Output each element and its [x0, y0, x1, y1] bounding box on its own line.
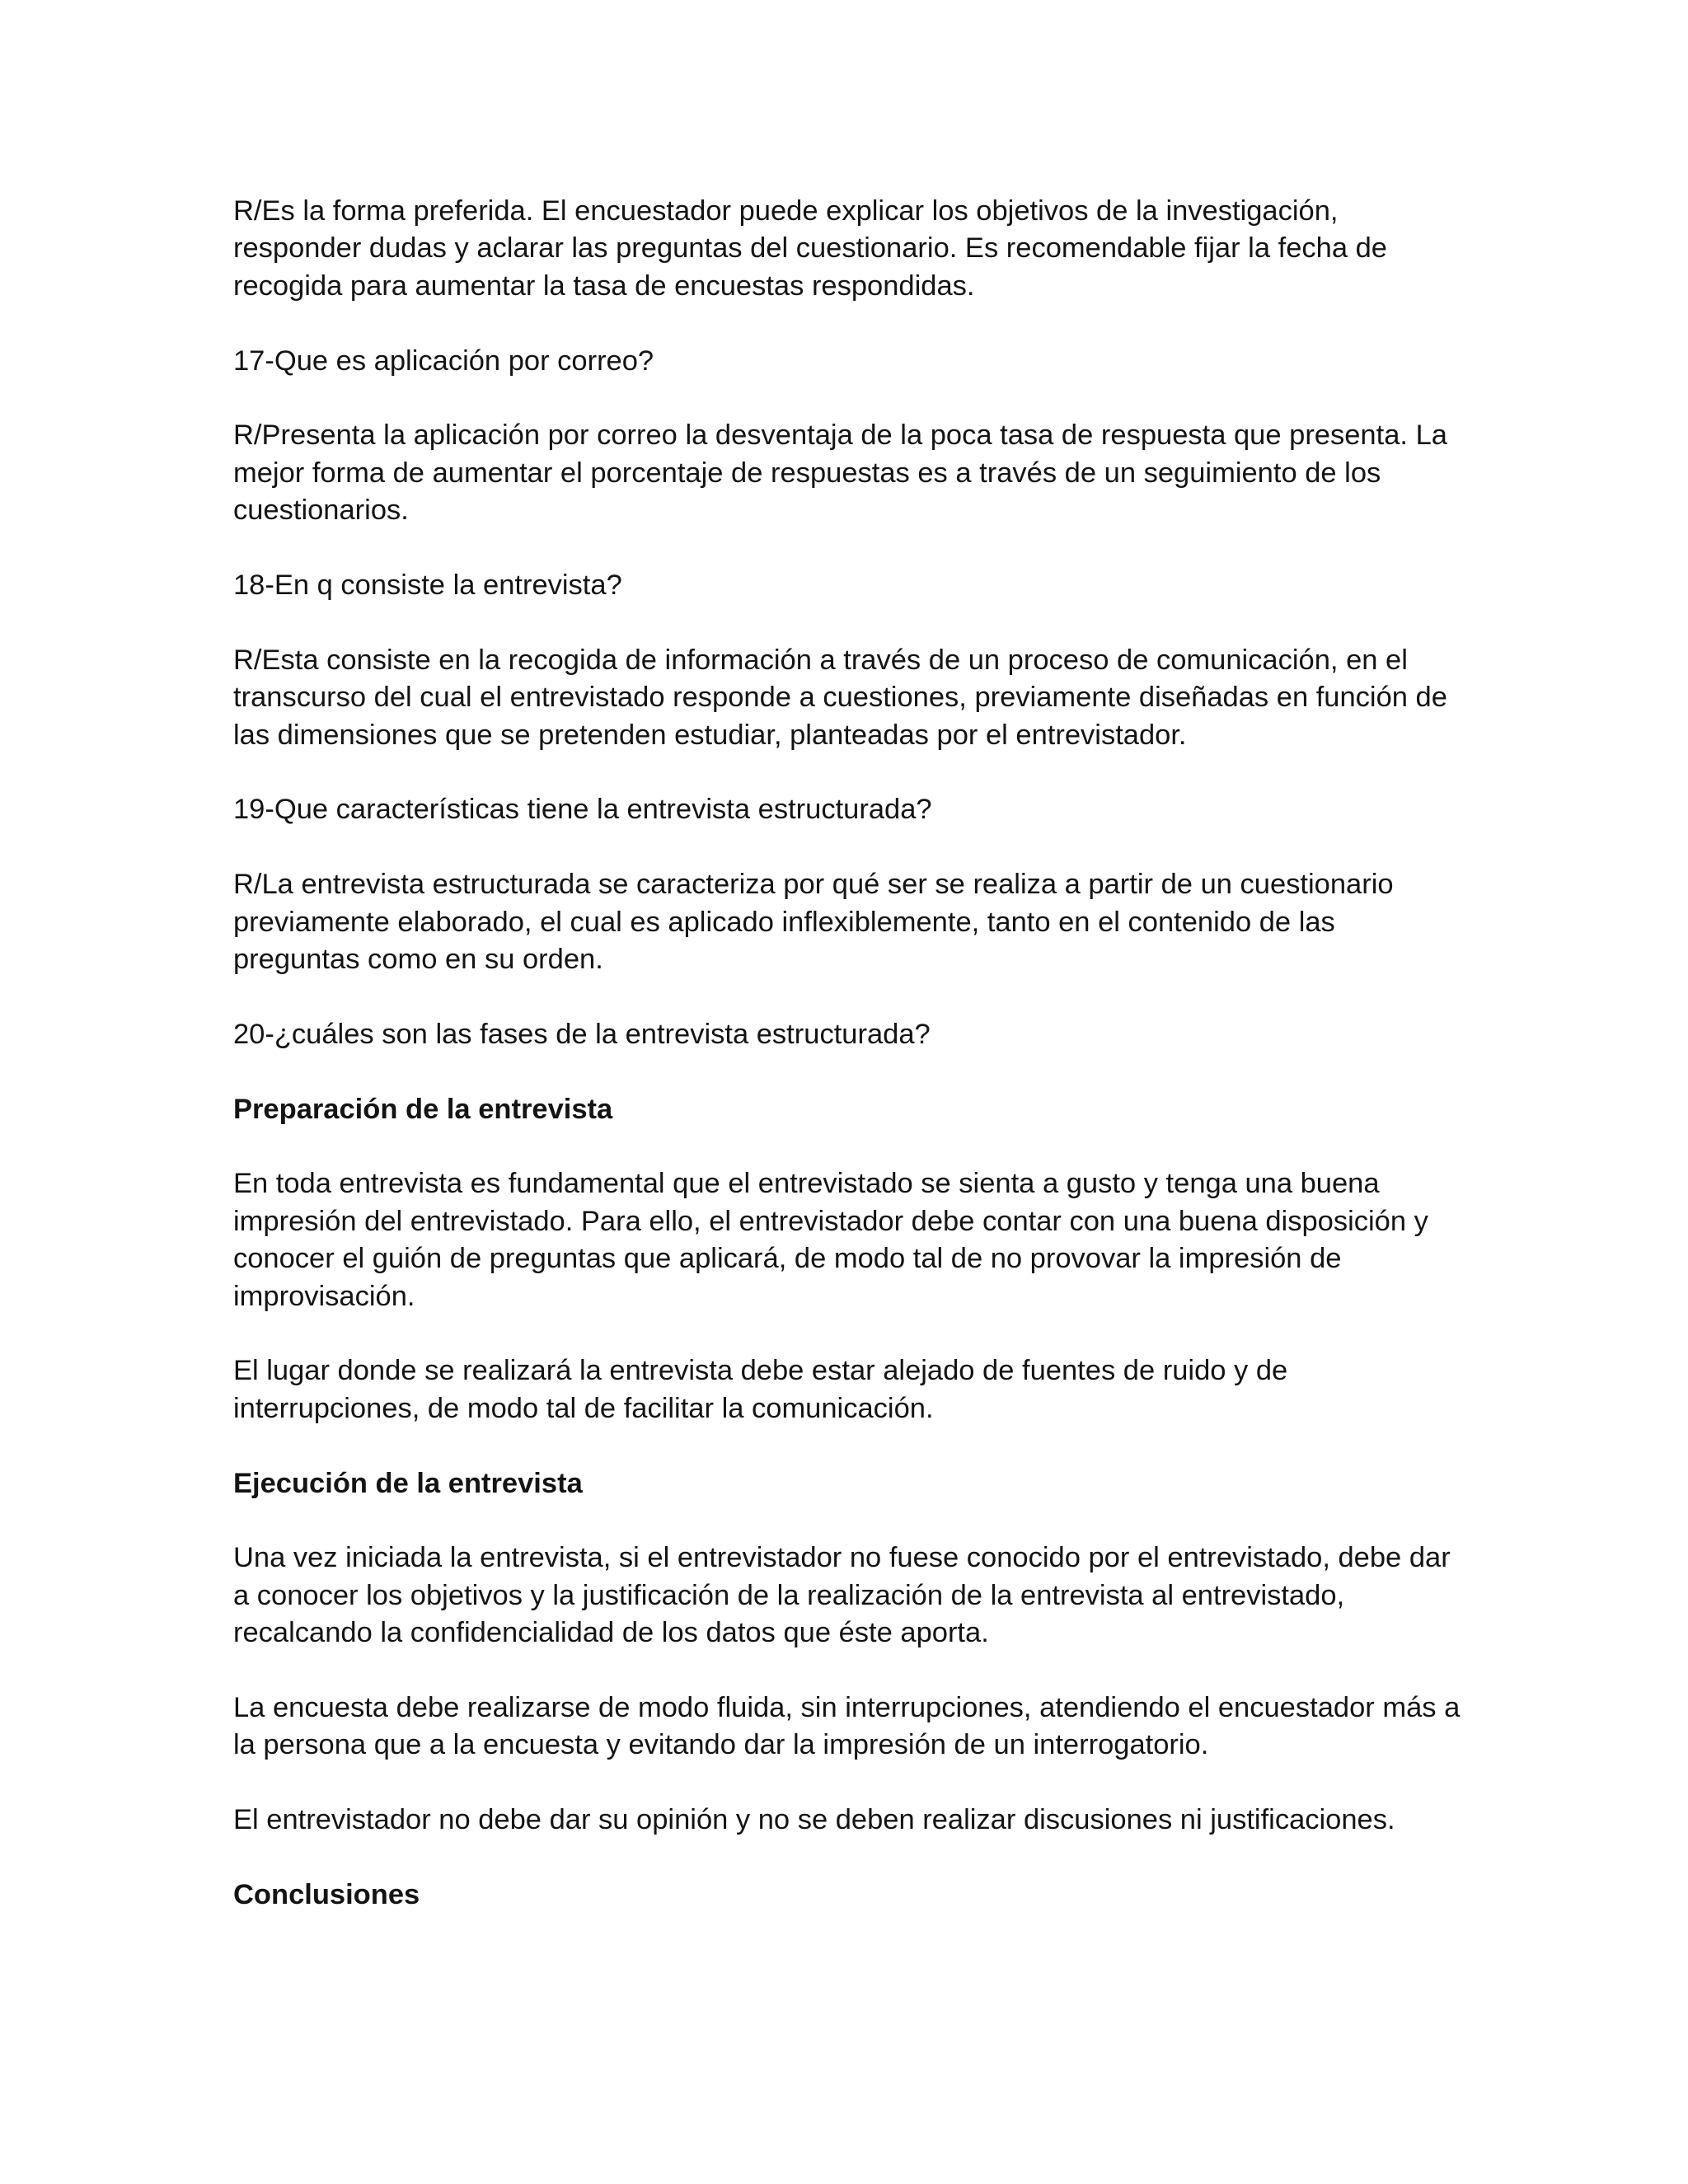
question-line: 20-¿cuáles son las fases de la entrevista estructurada?: [233, 1018, 931, 1050]
question-line: 18-En q consiste la entrevista?: [233, 569, 622, 602]
question-line: 17-Que es aplicación por correo?: [233, 344, 654, 377]
section-heading: Ejecución de la entrevista: [233, 1467, 583, 1499]
answer-paragraph: R/La entrevista estructurada se caracteriza por qué ser se realiza a partir de un cuestionario previamente elaborado, el cual es aplicado inflexiblemente, tanto en el contenido de las preguntas como en su orden.: [233, 869, 1394, 976]
answer-paragraph: R/Esta consiste en la recogida de información a través de un proceso de comunicación, en el transcurso del cual el entrevistado responde a cuestiones, previamente diseñadas en función de las dimensiones que se pretenden estudiar, planteadas por el entrevistador.: [233, 644, 1447, 751]
answer-paragraph: R/Presenta la aplicación por correo la desventaja de la poca tasa de respuesta que presenta. La mejor forma de aumentar el porcentaje de respuestas es a través de un seguimiento de los cuestionarios.: [233, 419, 1447, 527]
body-paragraph: Una vez iniciada la entrevista, si el entrevistador no fuese conocido por el entrevistado, debe dar a conocer los objetivos y la justificación de la realización de la entrevista al entrevistado, recalcando la confidencialidad de los datos que éste aporta.: [233, 1542, 1451, 1649]
section-heading: Conclusiones: [233, 1879, 420, 1911]
answer-paragraph: R/Es la forma preferida. El encuestador puede explicar los objetivos de la investigación, responder dudas y aclarar las preguntas del cuestionario. Es recomendable fijar la fecha de recogida para aumentar la tasa de encuestas respondidas.: [233, 195, 1387, 302]
question-line: 19-Que características tiene la entrevista estructurada?: [233, 794, 932, 826]
body-paragraph: El entrevistador no debe dar su opinión y no se deben realizar discusiones ni justificaciones.: [233, 1804, 1395, 1836]
body-paragraph: El lugar donde se realizará la entrevista debe estar alejado de fuentes de ruido y de interrupciones, de modo tal de facilitar la comunicación.: [233, 1355, 1288, 1424]
body-paragraph: En toda entrevista es fundamental que el entrevistado se sienta a gusto y tenga una buena impresión del entrevistado. Para ello, el entrevistador debe contar con una buena disposición y conocer el guión de preguntas que aplicará, de modo tal de no provovar la impresión de improvisación.: [233, 1168, 1428, 1312]
section-heading: Preparación de la entrevista: [233, 1093, 613, 1125]
body-paragraph: La encuesta debe realizarse de modo fluida, sin interrupciones, atendiendo el encuestador más a la persona que a la encuesta y evitando dar la impresión de un interrogatorio.: [233, 1692, 1461, 1761]
document-body: [233, 193, 1461, 1914]
